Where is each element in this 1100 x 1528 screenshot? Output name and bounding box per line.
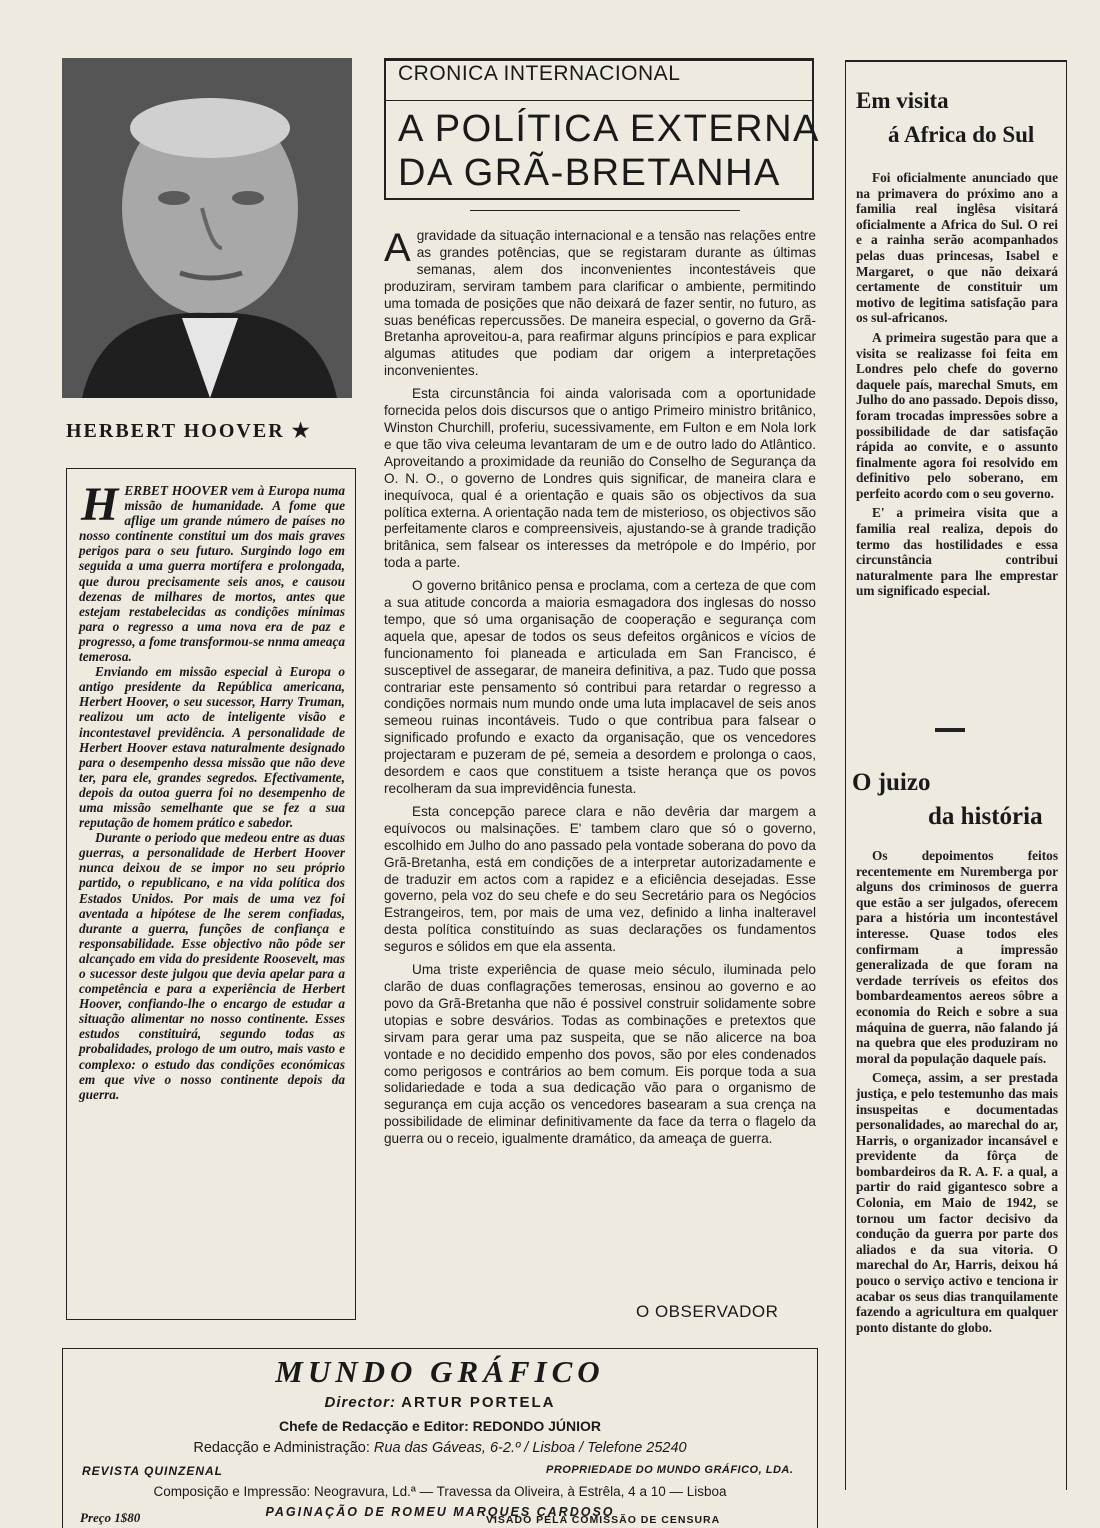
visit-heading-line-1: Em visita <box>856 88 949 113</box>
photo-caption: HERBERT HOOVER ★ <box>66 420 312 442</box>
masthead-paginacao: PAGINAÇÃO DE ROMEU MARQUES CARDOSO <box>265 1505 615 1519</box>
section-dash <box>935 728 965 732</box>
history-body <box>856 848 1058 1339</box>
article-title-line-1: A POLÍTICA EXTERNA <box>398 108 820 150</box>
masthead-propriedade: PROPRIEDADE DO MUNDO GRÁFICO, LDA. <box>546 1464 794 1476</box>
article-paragraph: Esta concepção parece clara e não devêria dar margem a equívocos ou malsinações. E' tambem claro que só o governo, escolhido em Julho do ano passado pela vontade soberana do povo da Grã-Bretanha, está em condições de a interpretar autorizadamente e de traduzir em actos com a rapidez e a eficiência desejadas. Esse governo, pela voz do seu chefe e do seu Secretário para os Negócios Estrangeiros, tem, por mais de uma vez, definido a linha inalteravel desta política constituíndo as suas declarações os fundamentos seguros e sólidos em que ela assenta. <box>384 803 816 955</box>
title-rule <box>470 210 740 211</box>
visit-heading-line-2: á Africa do Sul <box>888 122 1035 147</box>
article-dropcap: A <box>384 226 411 270</box>
hoover-text-box <box>66 468 356 1320</box>
masthead-redaccao: Redacção e Administração: Rua das Gáveas, 6-2.º / Lisboa / Telefone 25240 <box>193 1440 687 1456</box>
masthead-title: MUNDO GRÁFICO <box>275 1354 605 1389</box>
visit-body <box>856 170 1058 603</box>
masthead-director: Director: ARTUR PORTELA <box>324 1394 556 1411</box>
hoover-portrait-photo <box>62 58 352 398</box>
article-paragraph: Uma triste experiência de quase meio século, iluminada pelo clarão de duas conflagrações temerosas, ensinou ao governo e ao povo da Grã-Bretanha que não é possivel construir solidamente sobre utopias e sobre desvários. Todas as combinações e pretextos que sirvam para gerar uma paz suspeita, que se não alicerce na boa vontade e no decidido empenho dos povos, são por eles condenados como perigosos e contrários ao bem comum. Eis porque toda a sua solidariedade e toda a sua dedicação vão para o organismo de segurança em cuja acção os vencedores basearam a sua crença na possibilidade de eliminar definitivamente da face da terra o flagelo da guerra ou o receio, igualmente dramático, da ameaça de guerra. <box>384 962 816 1147</box>
article-paragraph: O governo britânico pensa e proclama, com a certeza de que com a sua atitude concorda a maioria esmagadora dos inglesas do nosso tempo, que só uma organisação de cooperação e segurança com aquela que, apesar de todos os seus defeitos orgânicos e vícios de funcionamento foi planeada e articulada em San Francisco, é susceptivel de assegarar, de maneira definitiva, a paz. Tudo que possa contrariar este pensamento só contribui para retardar o regresso a condições normais num mundo onde uma luta implacavel de seis anos semeou ruinas incontáveis. Tudo o que contribua para falsear o significado profundo e exacto da organisação, que os vencedores projectaram e puzeram de pé, semeia a desordem e prolonga o caos, desordem e caos que constituem a tsiste herança que os povos recolheram da sua imprevidência funesta. <box>384 578 816 796</box>
history-paragraph: Os depoimentos feitos recentemente em Nuremberga por alguns dos criminosos de guerra que estão a ser julgados, oferecem para a história um incontestável interesse. Quase todos eles confirmam a impressão generalizada de que foram na verdade terríveis os efeitos dos bombardeamentos aereos sôbre a economia do Reich e sobre a sua máquina de guerra, não falando já na quebra que eles produziram no moral da população daquele país. <box>856 848 1058 1066</box>
history-heading-line-2: da história <box>928 803 1043 830</box>
article-signature: O OBSERVADOR <box>636 1302 779 1321</box>
masthead-composicao: Composição e Impressão: Neogravura, Ld.ª — Travessa da Oliveira, à Estrêla, 4 a 10 — Lisboa <box>153 1484 727 1499</box>
hoover-paragraph: H ERBET HOOVER vem à Europa numa missão de humanidade. A fome que aflige um grande número de países no nosso continente constitui um dos mais graves perigos para o seu futuro. Surgindo logo em seguida a uma guerra mortífera e prolongada, que durou precisamente seis anos, e causou dezenas de milhares de mortos, antes que estejam restabelecidas as condições mínimas para o regresso a uma nova era de paz e progresso, a fome transformou-se nnma ameaça temerosa. <box>79 478 345 665</box>
hoover-dropcap: H <box>81 478 119 531</box>
article-paragraph: A gravidade da situação internacional e a tensão nas relações entre as grandes potências, que se registaram durante as últimas semanas, alem dos inconvenientes incontestáveis que produziram, serviram tambem para clarificar o ambiente, permitindo uma tomada de posições que não deixará de fazer sentir, no futuro, as suas benéficas repercussões. De maneira especial, o governo da Grã-Bretanha aproveitou-a, para reafirmar alguns princípios e para explicar algumas atitudes que podiam dar origem a interpretações inconvenientes. <box>384 226 816 379</box>
masthead-visado: VISADO PELA COMISSÃO DE CENSURA <box>486 1514 721 1526</box>
masthead-chefe: Chefe de Redacção e Editor: REDONDO JÚNIOR <box>278 1418 602 1434</box>
masthead-revista: REVISTA QUINZENAL <box>82 1464 224 1478</box>
hoover-paragraph: Durante o periodo que medeou entre as duas guerras, a personalidade de Herbert Hoover nunca deixou de se impor no seu próprio partido, o republicano, e na vida política dos Estados Unidos. Por mais de uma vez foi aventada a hipótese de lhe serem confiadas, durante a guerra, funções de confiança e responsabilidade. Esse objectivo não pôde ser alcançado em vida do presidente Roosevelt, mas o sucessor deste julgou que devia apelar para a competência e para a experiência de Herbert Hoover, confiando-lhe o encargo de estudar a situação alimentar no nosso continente. Esses estudos constituirá, segundo todas as probalidades, prologo de um outro, mais vasto e complexo: o estudo das condições económicas em que vive o nosso continente depois da guerra. <box>79 830 345 1102</box>
masthead-preco: Preço 1$80 <box>80 1510 141 1525</box>
hoover-paragraph: Enviando em missão especial à Europa o antigo presidente da República americana, Herbert Hoover, o seu sucessor, Harry Truman, realizou um acto de inteligente visão e incontestavel previdência. A personalidade de Herbert Hoover estava naturalmente designado para o desempenho dessa missão que não deve ter, para ele, grandes segredos. Efectivamente, depois da outoa guerra foi no desempenho de uma missão semelhante que se fez a sua reputação de homem prático e sabedor. <box>79 664 345 831</box>
article-title-line-2: DA GRÃ-BRETANHA <box>398 152 781 194</box>
article-kicker: CRONICA INTERNACIONAL <box>398 62 681 85</box>
article-body <box>384 228 816 1154</box>
visit-paragraph: E' a primeira visita que a familia real realiza, depois do termo das hostilidades e essa circunstância contribui naturalmente para lhe emprestar um significado especial. <box>856 505 1058 599</box>
visit-paragraph: A primeira sugestão para que a visita se realizasse foi feita em Londres pelo chefe do governo daquele país, marechal Smuts, em Julho do ano passado. Depois disso, foram trocadas impressões sobre a possibilidade de dar satisfação rápida ao convite, e o assunto finalmente agora foi resolvido em definitivo pelo soberano, em perfeito acordo com o seu governo. <box>856 329 1058 501</box>
history-heading-line-1: O juizo <box>852 769 931 796</box>
visit-paragraph: Foi oficialmente anunciado que na primavera do próximo ano a familia real inglêsa visitará oficialmente a Africa do Sul. O rei e a rainha serão acompanhados pelas duas princesas, Isabel e Margaret, o que não deixará certamente de constituir um motivo de legitima satisfação para os sul-africanos. <box>856 170 1058 326</box>
article-paragraph: Esta circunstância foi ainda valorisada com a oportunidade fornecida pelos dois discursos que o antigo Primeiro ministro britânico, Winston Churchill, proferiu, sucessivamente, em Fulton e em Nola Iork e que tão viva celeuma levantaram de um e de outro lado do Atlântico. Aproveitando a proximidade da reunião do Conselho de Segurança da O. N. O., o governo de Londres quis significar, de maneira clara e inequívoca, qual é a orientação e quais são os objectivos da sua política externa. A orientação nada tem de misterioso, os objectivos são perfeitamente claros e compreensiveis, ajustando-se à grande tradição britânica, sem falsear os interesses da metrópole e do Império, por toda a parte. <box>384 386 816 571</box>
portrait-illustration <box>62 58 352 398</box>
history-paragraph: Começa, assim, a ser prestada justiça, e pelo testemunho das mais insuspeitas e documentadas personalidades, ao marechal do ar, Harris, o organizador incansável e previdente da fôrça de bombardeiros da R. A. F. a qual, a partir do raid gigantesco sobre a Colonia, em Maio de 1942, se tornou um factor decisivo da condução da guerra por parte dos aliados e da sua vitoria. O marechal do Ar, Harris, deixou há pouco o serviço activo e tenciona ir acabar os seus dias tranquilamente fazendo a agricultura em qualquer ponto distante do globo. <box>856 1070 1058 1335</box>
